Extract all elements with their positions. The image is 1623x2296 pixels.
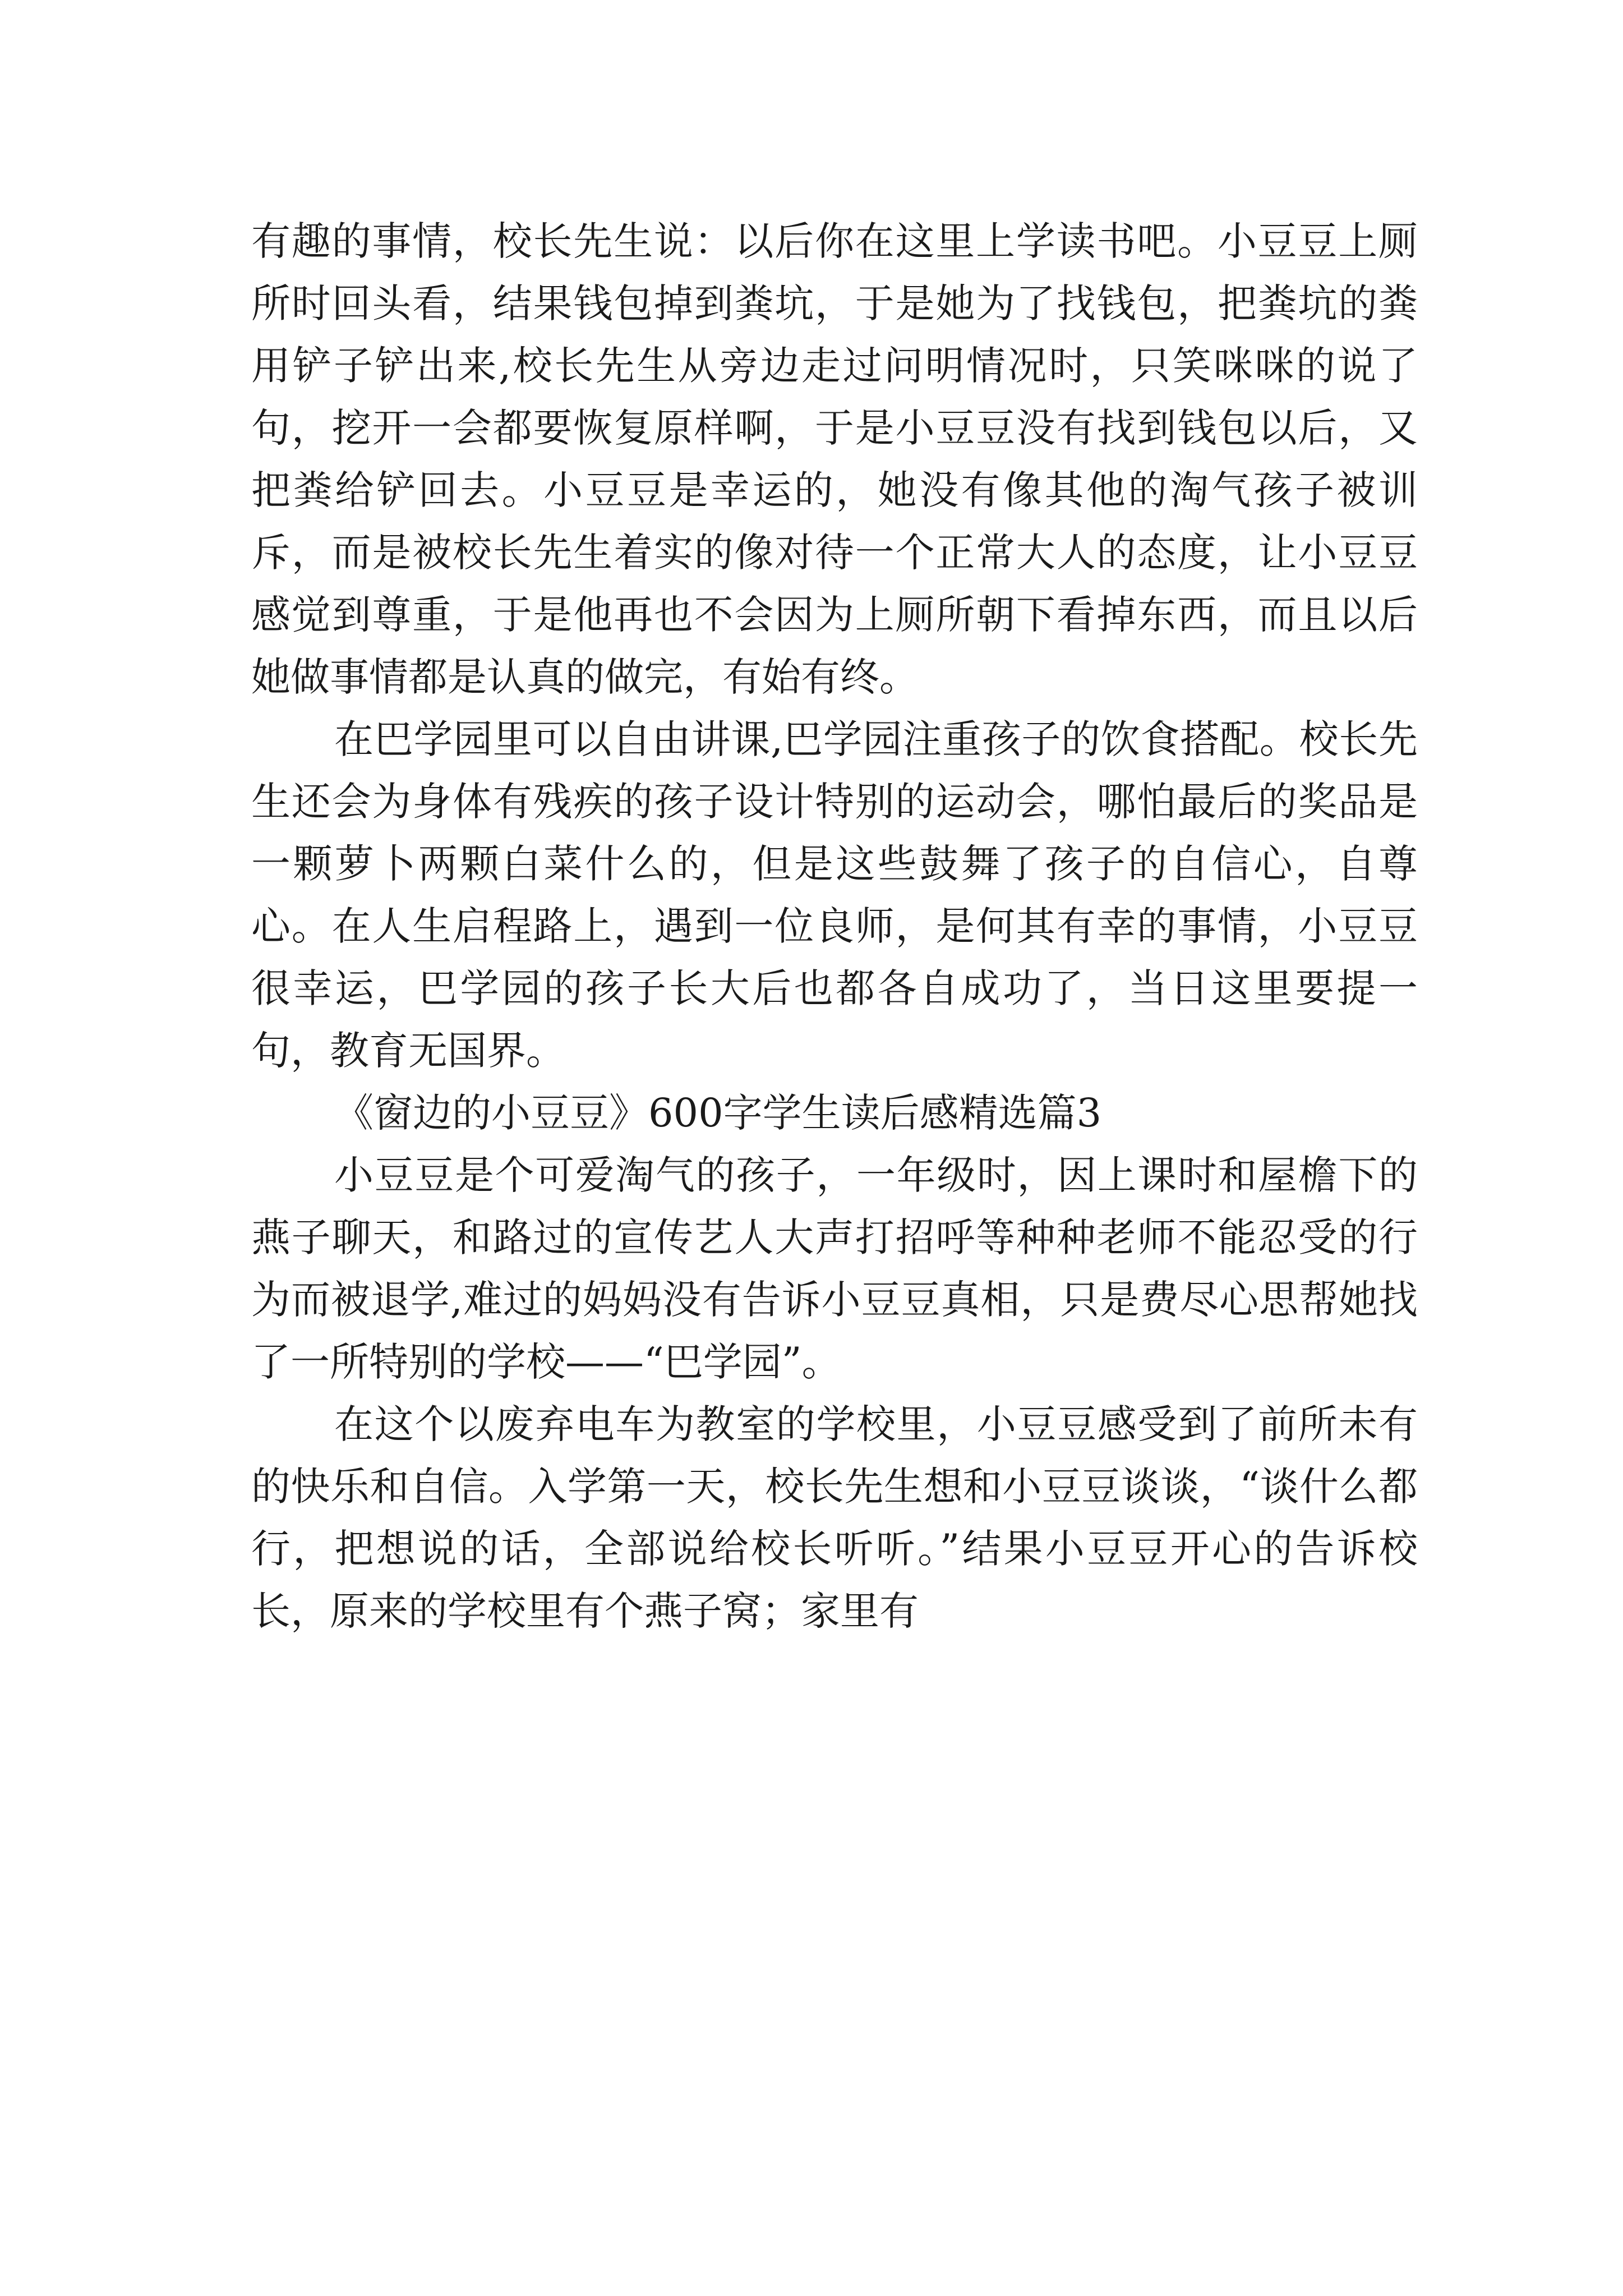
paragraph-bayuan-school: 在巴学园里可以自由讲课,巴学园注重孩子的饮食搭配。校长先生还会为身体有残疾的孩子设计特别的运动会，哪怕最后的奖品是一颗萝卜两颗白菜什么的，但是这些鼓舞了孩子的自信心，自尊心。在人生启程路上，遇到一位良师，是何其有幸的事情，小豆豆很幸运，巴学园的孩子长大后也都各自成功了，当日这里要提一句，教育无国界。 [251,716,1418,1074]
document-body [251,210,1418,1642]
paragraph-continued: 有趣的事情，校长先生说：以后你在这里上学读书吧。小豆豆上厕所时回头看，结果钱包掉到粪坑，于是她为了找钱包，把粪坑的粪用铲子铲出来,校长先生从旁边走过问明情况时，只笑咪咪的说了句，挖开一会都要恢复原样啊，于是小豆豆没有找到钱包以后，又把粪给铲回去。小豆豆是幸运的，她没有像其他的淘气孩子被训斥，而是被校长先生着实的像对待一个正常大人的态度，让小豆豆感觉到尊重，于是他再也不会因为上厕所朝下看掉东西，而且以后她做事情都是认真的做完，有始有终。 [251,218,1418,700]
paragraph-tram-classroom: 在这个以废弃电车为教室的学校里，小豆豆感受到了前所未有的快乐和自信。入学第一天，校长先生想和小豆豆谈谈，“谈什么都行，把想说的话，全部说给校长听听。”结果小豆豆开心的告诉校长，原来的学校里有个燕子窝；家里有 [251,1401,1418,1634]
section-heading: 《窗边的小豆豆》600字学生读后感精选篇3 [334,1090,1102,1136]
paragraph-intro: 小豆豆是个可爱淘气的孩子，一年级时，因上课时和屋檐下的燕子聊天，和路过的宣传艺人大声打招呼等种种老师不能忍受的行为而被退学,难过的妈妈没有告诉小豆豆真相，只是费尽心思帮她找了一所特别的学校——“巴学园”。 [251,1152,1418,1385]
